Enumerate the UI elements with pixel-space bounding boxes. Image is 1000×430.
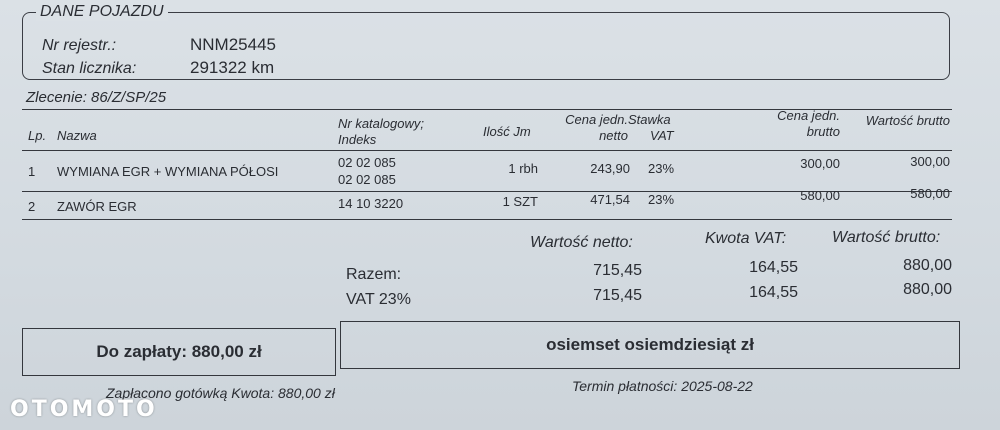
payment-due-date: Termin płatności: 2025-08-22 — [572, 378, 753, 394]
odometer-label: Stan licznika: — [42, 60, 137, 77]
summary-vat-vat: 164,55 — [749, 284, 798, 301]
summary-vat-header: Kwota VAT: — [705, 230, 787, 247]
header-name: Nazwa — [57, 128, 97, 143]
row2-rate: 23% — [648, 192, 675, 207]
row2-unit-net: 471,54 — [590, 192, 630, 207]
row1-qty: 1 rbh — [508, 161, 538, 176]
summary-gross-header: Wartość brutto: — [832, 229, 941, 246]
row2-name: ZAWÓR EGR — [57, 199, 137, 214]
otomoto-watermark: OTOMOTO — [10, 397, 158, 422]
header-lp: Lp. — [28, 128, 47, 143]
summary-net-header: Wartość netto: — [530, 234, 633, 251]
header-catalog: Nr katalogowy; — [338, 116, 424, 131]
header-total-gross: Wartość brutto — [865, 113, 950, 128]
header-unit-gross-2: brutto — [806, 124, 840, 139]
row2-lp: 2 — [28, 199, 36, 214]
summary-total-net: 715,45 — [593, 262, 642, 279]
header-index: Indeks — [338, 132, 377, 147]
row1-name: WYMIANA EGR + WYMIANA PÓŁOSI — [57, 164, 279, 179]
amount-due-text: Do zapłaty: 880,00 zł — [96, 342, 262, 361]
amount-due-box — [22, 328, 336, 376]
amount-in-words-text: osiemset osiemdziesiąt zł — [546, 335, 754, 354]
vehicle-data-legend: DANE POJAZDU — [36, 3, 168, 21]
row1-total-gross: 300,00 — [910, 154, 950, 169]
row2-qty: 1 SZT — [502, 194, 538, 209]
registration-value: NNM25445 — [190, 35, 276, 54]
table-bottom-line — [22, 219, 952, 220]
row1-unit-gross: 300,00 — [800, 156, 840, 171]
row2-unit-gross: 580,00 — [800, 188, 840, 203]
summary-vat-label: VAT 23% — [346, 291, 411, 308]
amount-in-words-box — [340, 321, 960, 369]
header-rate-2: VAT — [650, 128, 674, 143]
header-rate-1: Stawka — [628, 112, 671, 127]
registration-label: Nr rejestr.: — [42, 37, 117, 54]
summary-total-gross: 880,00 — [903, 257, 952, 274]
summary-total-label: Razem: — [346, 266, 402, 283]
header-bottom-line — [22, 150, 952, 151]
row1-rate: 23% — [648, 161, 675, 176]
row1-index-2: 02 02 085 — [338, 172, 396, 187]
odometer-value: 291322 km — [190, 58, 275, 77]
row1-unit-net: 243,90 — [590, 161, 630, 176]
header-unit-gross-1: Cena jedn. — [777, 108, 840, 123]
header-unit-net-2: netto — [599, 128, 628, 143]
paid-cash-note: Zapłacono gotówką Kwota: 880,00 zł — [106, 385, 335, 401]
row1-index-1: 02 02 085 — [338, 155, 396, 170]
order-number: Zlecenie: 86/Z/SP/25 — [26, 89, 167, 106]
summary-vat-net: 715,45 — [593, 287, 642, 304]
row2-total-gross: 580,00 — [910, 186, 950, 201]
vehicle-data-box — [22, 12, 950, 80]
header-unit-net-1: Cena jedn. — [565, 112, 628, 127]
row2-index-1: 14 10 3220 — [338, 196, 404, 211]
summary-vat-gross: 880,00 — [903, 281, 952, 298]
summary-total-vat: 164,55 — [749, 259, 798, 276]
header-qty: Ilość Jm — [483, 124, 531, 139]
row1-lp: 1 — [28, 164, 36, 179]
